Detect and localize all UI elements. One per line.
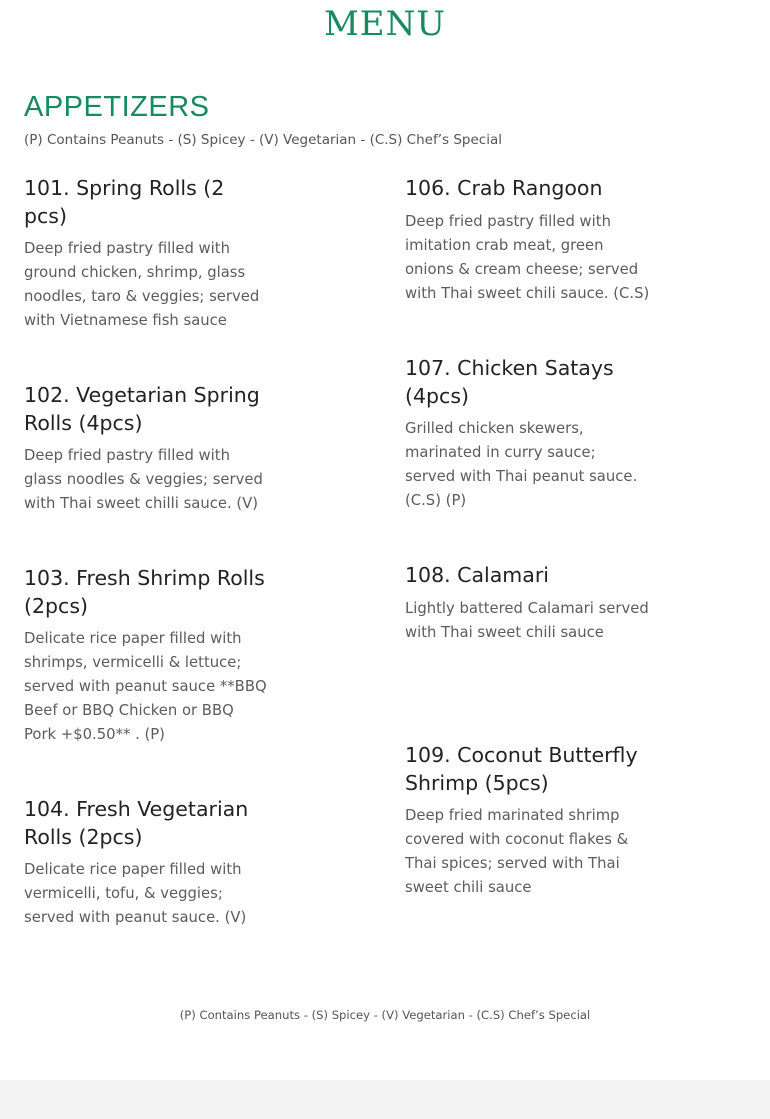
menu-item-name: 109. Coconut Butterfly Shrimp (5pcs) bbox=[405, 743, 638, 795]
menu-item-106 bbox=[405, 175, 650, 306]
menu-item-description: Delicate rice paper filled with shrimps, vermicelli & lettuce; served with peanut sauce **BBQ Beef or BBQ Chicken or BBQ Pork +$0.50** . (P) bbox=[24, 630, 267, 743]
menu-item-name: 102. Vegetarian Spring Rolls (4pcs) bbox=[24, 383, 260, 435]
section-title-appetizers: APPETIZERS bbox=[24, 91, 210, 123]
menu-item-108 bbox=[405, 562, 650, 645]
footer-band bbox=[0, 1080, 770, 1119]
menu-item-109 bbox=[405, 742, 650, 900]
menu-item-description: Grilled chicken skewers, marinated in curry sauce; served with Thai peanut sauce. (C.S) (P) bbox=[405, 420, 638, 509]
menu-item-description: Deep fried pastry filled with ground chicken, shrimp, glass noodles, taro & veggies; served with Vietnamese fish sauce bbox=[24, 240, 260, 329]
menu-item-description: Delicate rice paper filled with vermicelli, tofu, & veggies; served with peanut sauce. (V) bbox=[24, 861, 247, 926]
menu-item-name: 108. Calamari bbox=[405, 563, 549, 587]
menu-item-name: 106. Crab Rangoon bbox=[405, 176, 603, 200]
menu-item-107 bbox=[405, 355, 650, 513]
dietary-legend: (P) Contains Peanuts - (S) Spicey - (V) Vegetarian - (C.S) Chef’s Special bbox=[24, 132, 502, 148]
menu-item-103 bbox=[24, 565, 269, 747]
menu-item-104 bbox=[24, 796, 269, 930]
menu-item-description: Deep fried marinated shrimp covered with coconut flakes & Thai spices; served with Thai sweet chili sauce bbox=[405, 807, 629, 896]
page-title: MENU bbox=[323, 4, 447, 44]
menu-item-name: 103. Fresh Shrimp Rolls (2pcs) bbox=[24, 566, 265, 618]
menu-item-101 bbox=[24, 175, 269, 333]
footer-dietary-legend: (P) Contains Peanuts - (S) Spicey - (V) Vegetarian - (C.S) Chef’s Special bbox=[179, 1008, 591, 1022]
menu-item-description: Deep fried pastry filled with imitation crab meat, green onions & cream cheese; served with Thai sweet chili sauce. (C.S) bbox=[405, 212, 650, 302]
menu-item-name: 107. Chicken Satays (4pcs) bbox=[405, 356, 614, 408]
menu-item-name: 104. Fresh Vegetarian Rolls (2pcs) bbox=[24, 797, 249, 849]
menu-item-description: Lightly battered Calamari served with Thai sweet chili sauce bbox=[405, 599, 649, 641]
menu-item-description: Deep fried pastry filled with glass noodles & veggies; served with Thai sweet chilli sauce. (V) bbox=[24, 447, 263, 512]
menu-item-name: 101. Spring Rolls (2 pcs) bbox=[24, 176, 225, 228]
menu-item-102 bbox=[24, 382, 269, 516]
